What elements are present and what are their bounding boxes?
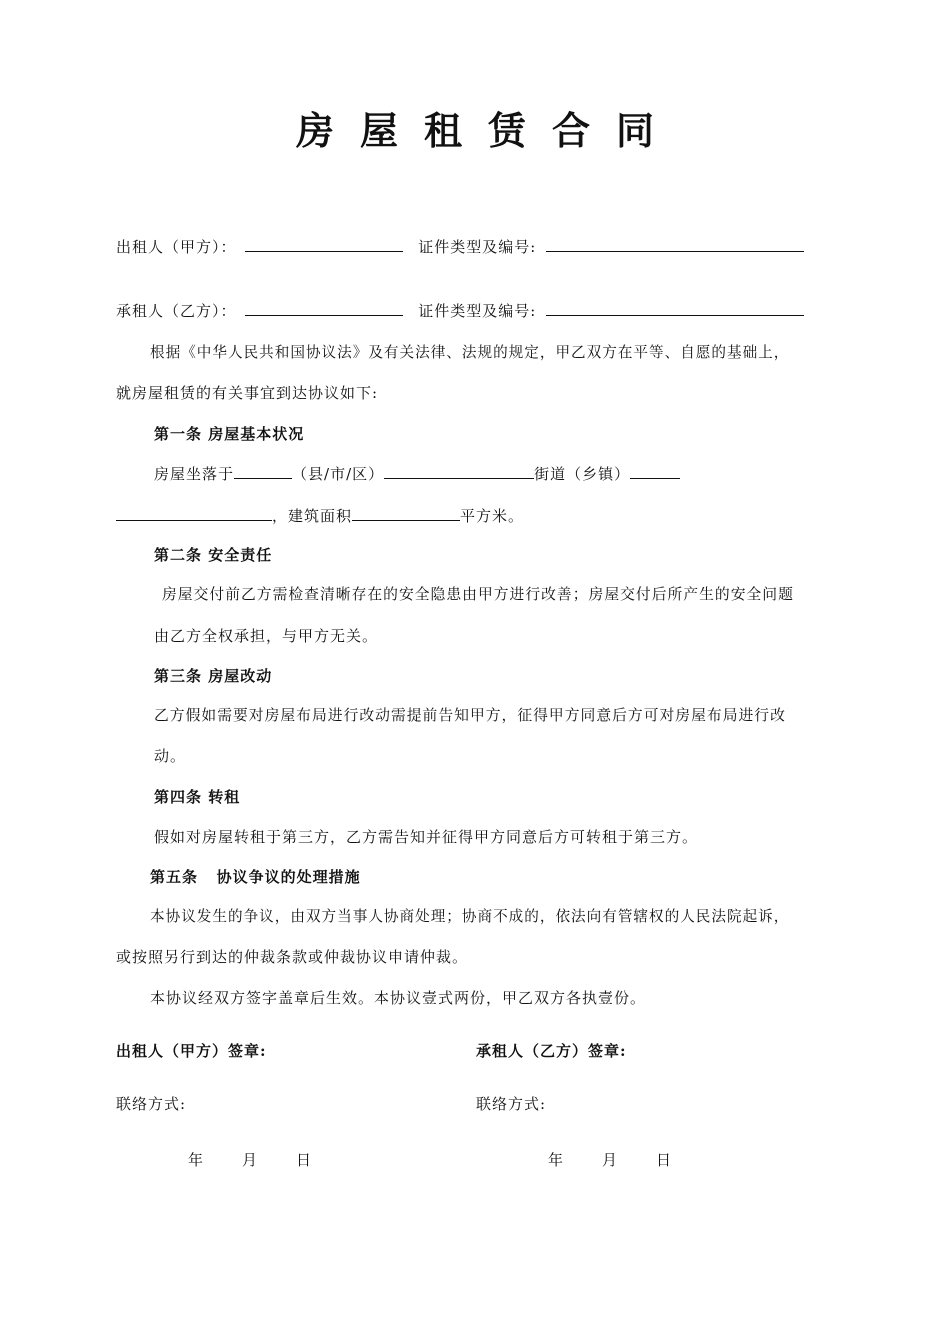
town-blank xyxy=(630,464,680,479)
article-5-line-2: 或按照另行到达的仲裁条款或仲裁协议申请仲裁。 xyxy=(116,948,469,966)
article-2-heading: 第二条 安全责任 xyxy=(154,546,273,564)
lessee-id-blank xyxy=(546,301,804,316)
area-unit: 平方米。 xyxy=(460,507,525,525)
month-label: 月 xyxy=(602,1151,619,1169)
article-3-line-1: 乙方假如需要对房屋布局进行改动需提前告知甲方，征得甲方同意后方可对房屋布局进行改 xyxy=(154,707,786,724)
day-label: 日 xyxy=(296,1151,313,1169)
article-5-heading: 第五条 协议争议的处理措施 xyxy=(150,868,361,886)
article-2-line-2: 由乙方全权承担，与甲方无关。 xyxy=(154,627,379,645)
lessee-label: 承租人（乙方）： xyxy=(116,302,237,320)
day-label: 日 xyxy=(656,1151,673,1169)
lessor-date xyxy=(188,1150,312,1170)
lessor-label: 出租人（甲方）： xyxy=(116,238,237,256)
county-label: （县/市/区） xyxy=(292,465,385,483)
article-5-line-1: 本协议发生的争议，由双方当事人协商处理；协商不成的，依法向有管辖权的人民法院起诉， xyxy=(150,908,790,925)
area-blank xyxy=(352,506,460,521)
address-detail-blank xyxy=(116,506,272,521)
year-label: 年 xyxy=(188,1151,205,1169)
preamble-line-2: 就房屋租赁的有关事宜到达协议如下: xyxy=(116,384,379,402)
article-2-line-1: 房屋交付前乙方需检查清晰存在的安全隐患由甲方进行改善；房屋交付后所产生的安全问题 xyxy=(162,586,794,603)
article-4-heading: 第四条 转租 xyxy=(154,788,241,806)
county-blank xyxy=(234,464,292,479)
area-label: ，建筑面积 xyxy=(272,507,353,525)
page-title: 房屋租赁合同 xyxy=(295,108,680,153)
article-3-line-2: 动。 xyxy=(154,747,187,765)
year-label: 年 xyxy=(548,1151,565,1169)
lessee-name-blank xyxy=(245,301,403,316)
lessee-signature-label: 承租人（乙方）签章: xyxy=(476,1042,627,1060)
lessee-date xyxy=(548,1150,672,1170)
lessee-contact-label: 联络方式: xyxy=(476,1095,547,1113)
article-1-heading: 第一条 房屋基本状况 xyxy=(154,425,305,443)
lessor-id-label: 证件类型及编号: xyxy=(418,238,537,256)
address-label: 房屋坐落于 xyxy=(154,465,235,483)
lessor-name-blank xyxy=(245,237,403,252)
article-1-line-2 xyxy=(116,506,524,526)
article-4-line-1: 假如对房屋转租于第三方，乙方需告知并征得甲方同意后方可转租于第三方。 xyxy=(154,828,699,846)
lessor-signature-label: 出租人（甲方）签章: xyxy=(116,1042,267,1060)
street-blank xyxy=(384,464,534,479)
lessor-line xyxy=(116,237,804,257)
article-3-heading: 第三条 房屋改动 xyxy=(154,667,273,685)
lessor-contact-label: 联络方式: xyxy=(116,1095,187,1113)
article-1-line-1 xyxy=(154,464,680,484)
month-label: 月 xyxy=(242,1151,259,1169)
lessee-line xyxy=(116,301,804,321)
effect-clause: 本协议经双方签字盖章后生效。本协议壹式两份，甲乙双方各执壹份。 xyxy=(150,989,647,1007)
lessee-id-label: 证件类型及编号: xyxy=(418,302,537,320)
street-label: 街道（乡镇） xyxy=(534,465,631,483)
preamble-line-1: 根据《中华人民共和国协议法》及有关法律、法规的规定，甲乙双方在平等、自愿的基础上， xyxy=(150,344,790,361)
lessor-id-blank xyxy=(546,237,804,252)
